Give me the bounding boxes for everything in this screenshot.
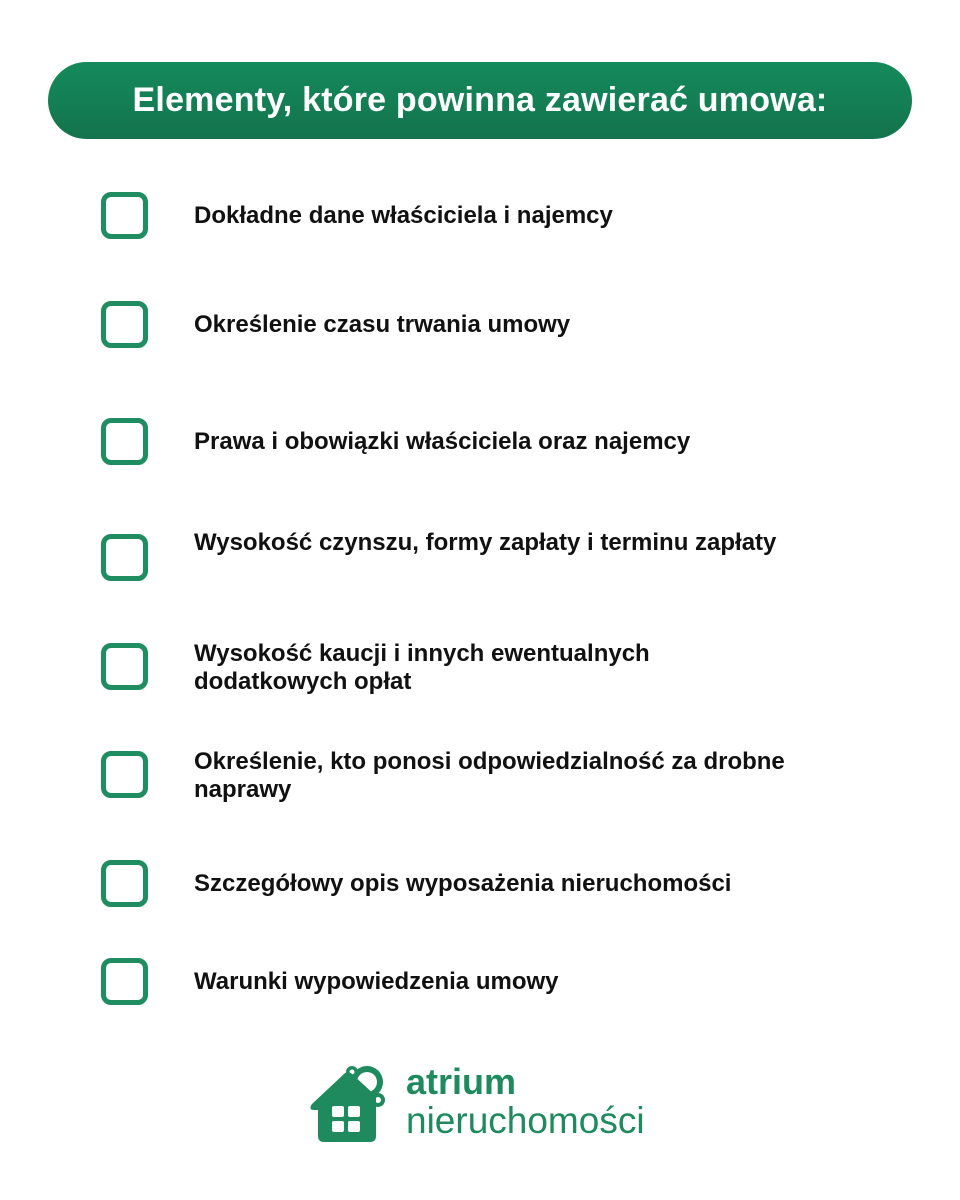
header-banner	[48, 62, 912, 139]
checkbox[interactable]	[101, 301, 148, 348]
checklist-item	[101, 958, 814, 1005]
checklist-item	[101, 860, 814, 907]
checklist-item	[101, 640, 754, 696]
page-title: Elementy, które powinna zawierać umowa:	[132, 81, 828, 119]
checklist-item-label: Wysokość kaucji i innych ewentualnych dodatkowych opłat	[194, 640, 650, 695]
checkbox[interactable]	[101, 958, 148, 1005]
checklist-item-label: Szczegółowy opis wyposażenia nieruchomości	[194, 869, 732, 897]
brand-logo	[306, 1060, 645, 1144]
checkbox[interactable]	[101, 418, 148, 465]
checklist-item-label: Dokładne dane właściciela i najemcy	[194, 201, 613, 229]
checklist-item-label: Wysokość czynszu, formy zapłaty i terminu zapłaty	[194, 529, 777, 556]
checklist-item	[101, 418, 814, 465]
logo-wordmark-top: atrium	[406, 1061, 517, 1102]
checklist-item-label: Określenie, kto ponosi odpowiedzialność za drobne naprawy	[194, 748, 785, 803]
checkbox[interactable]	[101, 860, 148, 907]
house-key-icon	[306, 1060, 392, 1144]
checkbox[interactable]	[101, 643, 148, 690]
checklist-item	[101, 748, 794, 804]
checklist-item-label: Prawa i obowiązki właściciela oraz najemcy	[194, 427, 691, 455]
checklist-item-label: Warunki wypowiedzenia umowy	[194, 967, 559, 995]
checklist-item	[101, 301, 814, 348]
checklist-item	[101, 529, 784, 581]
checkbox[interactable]	[101, 192, 148, 239]
logo-wordmark-bottom: nieruchomości	[406, 1100, 645, 1141]
checkbox[interactable]	[101, 751, 148, 798]
checklist-item-label: Określenie czasu trwania umowy	[194, 310, 571, 338]
checklist-item	[101, 192, 814, 239]
checkbox[interactable]	[101, 534, 148, 581]
